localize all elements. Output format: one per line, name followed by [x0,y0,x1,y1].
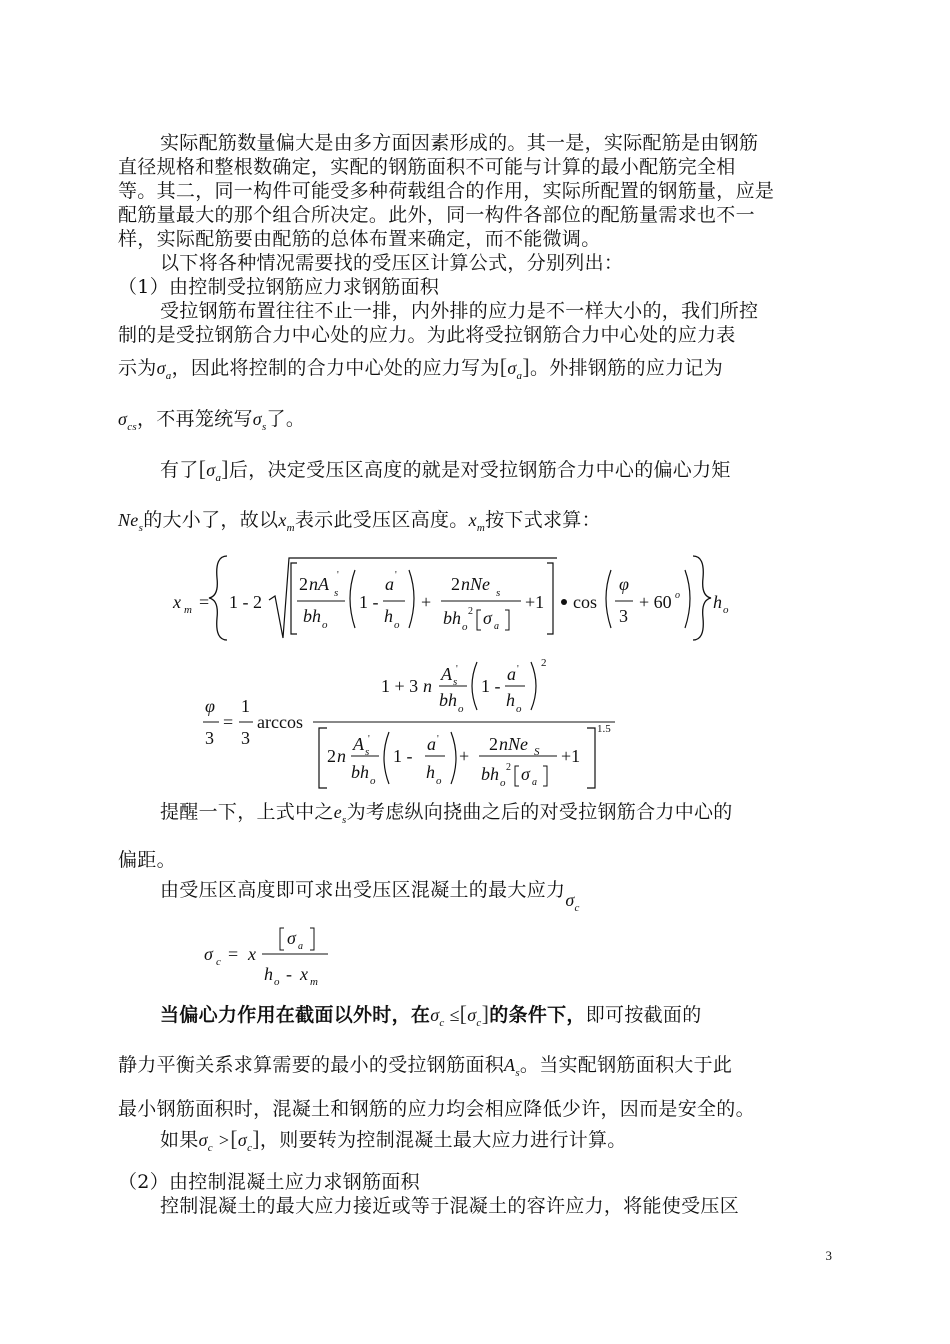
svg-text:bh: bh [351,762,369,782]
svg-text:': ' [456,664,458,675]
svg-text:x: x [300,964,308,984]
text-run: 为考虑纵向挠曲之后的对受拉钢筋合力中心的 [346,801,733,823]
text-run: 即可按截面的 [585,1004,702,1026]
svg-text:bh: bh [481,764,499,784]
svg-text:+: + [421,592,432,612]
svg-text:o: o [500,777,506,789]
svg-text:σ: σ [521,764,530,784]
paragraph-line [160,1127,840,1155]
sigma-c-greater-condition: $\sigma_c >[\sigma_c]$ [198,1126,260,1154]
svg-text:n: n [337,746,346,766]
svg-text:c: c [216,956,221,968]
text-run: 有了 [160,459,199,481]
paragraph-line [160,800,840,827]
section-heading: （2）由控制混凝土应力求钢筋面积 [118,1171,420,1193]
svg-text:1 -: 1 - [481,676,501,696]
sigma-a-symbol: $\sigma_a$ [156,358,172,382]
svg-text:x: x [173,592,181,612]
svg-text:σ: σ [483,608,492,628]
paragraph-line: 受拉钢筋布置往往不止一排，内外排的应力是不一样大小的，我们所控 [160,300,759,322]
svg-text:1 -: 1 - [393,746,413,766]
svg-text:s: s [365,746,370,758]
sigma-a-bracket-symbol: $[\sigma_a]$ [198,456,229,484]
svg-text:bh: bh [443,608,461,628]
x-m-symbol: $x_m$ [278,510,295,534]
text-run: 由受压区高度即可求出受压区混凝土的最大应力 [160,879,566,901]
svg-text:': ' [337,570,339,581]
svg-text:': ' [395,570,397,581]
svg-text:bh: bh [439,690,457,710]
text-run: 了。 [266,408,306,430]
page-number: 3 [825,1248,832,1263]
svg-text:o: o [322,619,328,631]
text-run: 表示此受压区高度。 [294,509,469,531]
x-m-symbol: $x_m$ [468,510,486,534]
svg-text:a: a [532,777,537,788]
sigma-a-bracket-symbol: $[\sigma_a]$ [499,354,530,382]
svg-text:s: s [334,587,339,599]
svg-text:A: A [353,734,364,754]
svg-text:A: A [441,664,452,684]
svg-text:-: - [286,964,292,984]
formula-phi [195,648,635,794]
svg-text:o: o [458,703,464,715]
svg-text:h: h [264,964,273,984]
svg-text:2: 2 [506,762,511,773]
sigma-c-symbol: $\sigma_c$ [565,890,580,914]
paragraph-line [118,508,838,535]
text-run: 静力平衡关系求算需要的最小的受拉钢筋面积 [118,1054,505,1076]
svg-text:cos: cos [573,592,597,612]
svg-text:o: o [370,775,376,787]
svg-text:o: o [675,590,680,601]
paragraph-line: 配筋量最大的那个组合所决定。此外，同一构件各部位的配筋量需求也不一 [118,204,755,226]
svg-text:a: a [427,734,436,754]
svg-text:+: + [459,746,470,766]
svg-text:=: = [199,592,210,612]
svg-text:nNe: nNe [461,574,490,594]
text-run: 后，决定受压区高度的就是对受拉钢筋合力中心的偏心力矩 [228,459,731,481]
svg-text:s: s [496,587,501,599]
svg-text:nA: nA [309,574,329,594]
paragraph-line: 等。其二，同一构件可能受多种荷载组合的作用，实际所配置的钢筋量，应是 [118,180,775,202]
paragraph-line: 样，实际配筋要由配筋的总体布置来确定，而不能微调。 [118,228,601,250]
svg-text:o: o [516,703,522,715]
text-run: 当偏心力作用在截面以外时，在 [160,1004,431,1026]
svg-text:3: 3 [205,728,214,748]
svg-text:2: 2 [541,657,547,669]
paragraph-line [118,355,838,383]
svg-text:+ 60: + 60 [639,592,672,612]
svg-text:nNe: nNe [499,734,528,754]
svg-text:2: 2 [451,574,460,594]
svg-text:2: 2 [489,734,498,754]
paragraph-line [160,878,840,914]
svg-text:a: a [494,621,499,632]
svg-text:3: 3 [619,606,628,626]
svg-text:m: m [310,976,318,988]
e-s-symbol: $e_s$ [333,802,347,826]
formula-xm [165,548,755,648]
text-run: ，则要转为控制混凝土最大应力进行计算。 [259,1129,627,1151]
svg-text:1 - 2: 1 - 2 [229,592,262,612]
svg-text:arccos: arccos [257,712,303,732]
svg-text:a: a [298,941,303,952]
svg-text:=: = [223,712,234,732]
svg-text:h: h [426,762,435,782]
svg-text:o: o [394,619,400,631]
paragraph-line: 以下将各种情况需要找的受压区计算公式，分别列出： [160,252,624,274]
A-s-symbol: $A_s$ [504,1055,520,1079]
svg-text:': ' [368,734,370,745]
formula-sigma-c [200,918,360,990]
svg-text:': ' [437,734,439,745]
paragraph-line: 直径规格和整根数确定，实配的钢筋面积不可能与计算的最小配筋完全相 [118,156,736,178]
svg-text:a: a [507,664,516,684]
svg-text:2: 2 [299,574,308,594]
svg-text:3: 3 [241,728,250,748]
section-heading: （1）由控制受拉钢筋应力求钢筋面积 [118,276,440,298]
paragraph-line: 最小钢筋面积时，混凝土和钢筋的应力均会相应降低少许，因而是安全的。 [118,1098,755,1120]
sigma-s-symbol: $\sigma_s$ [252,409,267,433]
text-run: 提醒一下，上式中之 [160,801,334,823]
svg-text:': ' [517,664,519,675]
svg-text:bh: bh [303,606,321,626]
svg-text:1 + 3: 1 + 3 [381,676,419,696]
Ne-s-symbol: $Ne_s$ [118,510,144,534]
svg-text:o: o [462,621,468,633]
text-run: 如果 [160,1129,199,1151]
svg-text:σ: σ [204,944,213,964]
svg-text:n: n [423,676,432,696]
svg-text:h: h [384,606,393,626]
svg-text:+1: +1 [561,746,581,766]
svg-text:m: m [184,604,192,616]
paragraph-line [118,1053,838,1080]
text-run: 的大小了，故以 [143,509,279,531]
svg-text:2: 2 [327,746,336,766]
svg-text:φ: φ [619,574,629,594]
text-run: 。当实配钢筋面积大于此 [519,1054,733,1076]
paragraph-line [160,1002,840,1030]
paragraph-line: 实际配筋数量偏大是由多方面因素形成的。其一是，实际配筋是由钢筋 [160,132,759,154]
text-run: 示为 [118,357,157,379]
svg-text:2: 2 [468,606,473,617]
svg-text:s: s [453,676,458,688]
sigma-cs-symbol: $\sigma_{cs}$ [118,409,137,433]
paragraph-line: 偏距。 [118,849,176,871]
svg-text:h: h [506,690,515,710]
svg-text:1.5: 1.5 [597,723,611,735]
text-run: 。外排钢筋的应力记为 [530,357,724,379]
svg-text:+1: +1 [525,592,545,612]
svg-text:a: a [385,574,394,594]
svg-text:o: o [723,604,729,616]
paragraph-line: 制的是受拉钢筋合力中心处的应力。为此将受拉钢筋合力中心处的应力表 [118,324,736,346]
paragraph-line [118,407,838,434]
svg-text:h: h [713,592,722,612]
text-run: 按下式求算： [485,509,601,531]
paragraph-line: 控制混凝土的最大应力接近或等于混凝土的容许应力，将能使受压区 [160,1195,740,1217]
text-run: 的条件下， [489,1004,586,1026]
svg-text:o: o [274,976,280,988]
sigma-c-condition: $\sigma_c \le[\sigma_c]$ [430,1001,490,1029]
svg-text:o: o [436,775,442,787]
text-run: ，不再笼统写 [136,408,253,430]
svg-text:1 -: 1 - [359,592,379,612]
svg-text:φ: φ [205,696,215,716]
svg-text:x: x [248,944,256,964]
text-run: ，因此将控制的合力中心处的应力写为 [171,357,500,379]
svg-text:σ: σ [287,928,296,948]
svg-text:=: = [228,944,239,964]
svg-text:1: 1 [241,696,250,716]
svg-text:S: S [534,746,540,758]
paragraph-line [160,457,840,485]
